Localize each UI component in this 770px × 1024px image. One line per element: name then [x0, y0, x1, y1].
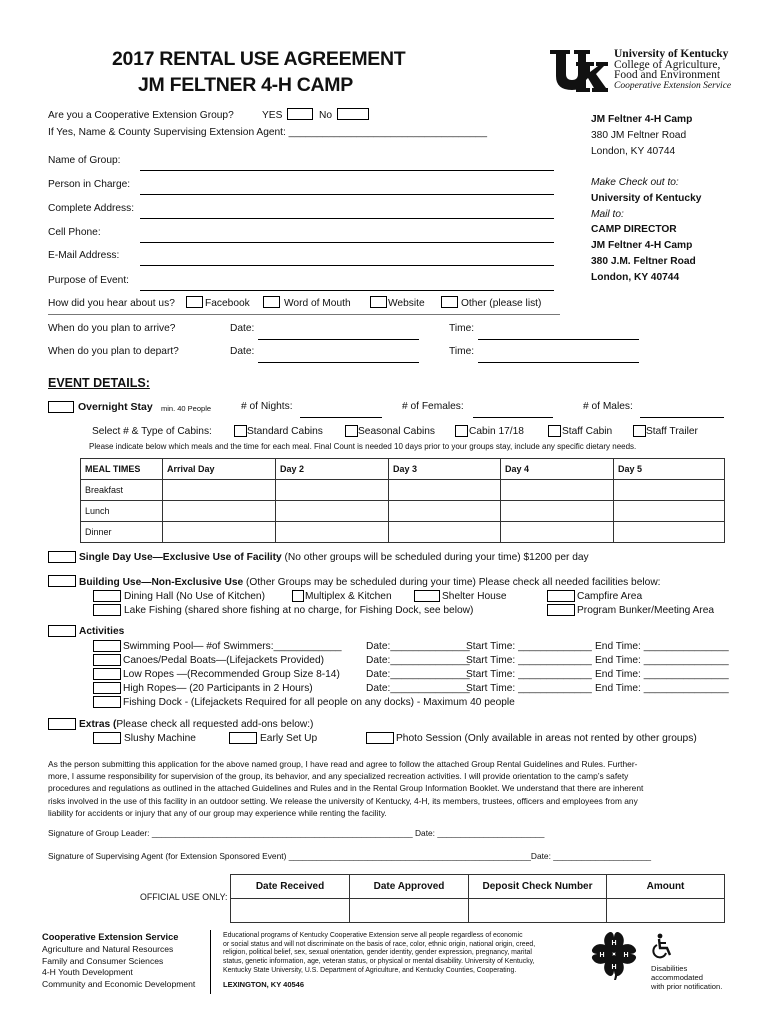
uk-logo-line2: College of Agriculture, [614, 59, 721, 71]
staff-cabin-label: Staff Cabin [562, 426, 613, 437]
meal-cell[interactable] [163, 501, 276, 522]
activity-end[interactable]: End Time: _______________ [595, 683, 729, 694]
activity-start[interactable]: Start Time: _____________ [466, 641, 592, 652]
extras-label [79, 719, 313, 730]
event-heading: EVENT DETAILS: [48, 376, 150, 390]
slushy-checkbox[interactable] [93, 732, 121, 744]
fishing-label: Fishing Dock - (Lifejackets Required for all people on any docks) - Maximum 40 people [123, 697, 515, 708]
staff-cabin-checkbox[interactable] [548, 425, 561, 437]
website-label: Website [388, 298, 425, 309]
svg-text:H: H [599, 952, 605, 959]
svg-text:H: H [623, 952, 629, 959]
activity-start[interactable]: Start Time: _____________ [466, 669, 592, 680]
arrive-time-field[interactable] [478, 339, 639, 340]
word-checkbox[interactable] [263, 296, 280, 308]
activity-end[interactable]: End Time: _______________ [595, 655, 729, 666]
mail-line1: CAMP DIRECTOR [591, 224, 677, 235]
office-cell[interactable] [469, 899, 607, 923]
shelter-checkbox[interactable] [414, 590, 440, 602]
camp-name: JM Feltner 4-H Camp [591, 114, 693, 125]
facebook-label: Facebook [205, 298, 250, 309]
page-title: 2017 RENTAL USE AGREEMENT [112, 48, 406, 70]
arrive-date-label: Date: [230, 323, 255, 334]
table-header: Day 3 [389, 459, 501, 480]
group-signature[interactable]: Signature of Group Leader: ________________________________________________________ Date: _______________________ [48, 828, 545, 838]
seasonal-checkbox[interactable] [345, 425, 358, 437]
females-field[interactable] [473, 417, 553, 418]
footer-disabilities [651, 964, 722, 991]
males-field[interactable] [640, 417, 724, 418]
no-label: No [319, 110, 333, 121]
footer-unit: Agriculture and Natural Resources [42, 944, 174, 954]
person-field[interactable] [140, 194, 554, 195]
check-label: Make Check out to: [591, 177, 679, 188]
meal-cell[interactable] [501, 480, 614, 501]
table-row [231, 899, 725, 923]
meal-cell[interactable] [163, 522, 276, 543]
extras-bold: Extras ( [79, 719, 117, 730]
meal-note: Please indicate below which meals and the time for each meal. Final Count is needed 10 days prior to your groups stay, include any specific dietary needs. [89, 442, 637, 451]
other-label: Other (please list) [461, 298, 542, 309]
divider [48, 314, 560, 315]
meal-cell[interactable] [614, 522, 725, 543]
activities-heading: Activities [79, 626, 125, 637]
mail-line2: JM Feltner 4-H Camp [591, 240, 693, 251]
agent-signature[interactable]: Signature of Supervising Agent (for Extension Sponsored Event) ____________________________________________________Date: _____________________ [48, 851, 652, 861]
table-row [81, 480, 725, 501]
address-field[interactable] [140, 218, 554, 219]
setup-checkbox[interactable] [229, 732, 257, 744]
table-header: Amount [607, 875, 725, 899]
disab-line: accommodated [651, 973, 703, 982]
email-label: E-Mail Address: [48, 250, 120, 261]
bunker-checkbox[interactable] [547, 604, 575, 616]
table-row [81, 501, 725, 522]
footer-units [42, 944, 195, 990]
yes-label: YES [262, 110, 283, 121]
activity-date[interactable]: Date:______________ [366, 683, 470, 694]
office-table [230, 874, 725, 923]
campfire-checkbox[interactable] [547, 590, 575, 602]
meal-cell[interactable] [276, 522, 389, 543]
activities-checkbox[interactable] [48, 625, 76, 637]
footer-unit: Family and Consumer Sciences [42, 955, 164, 966]
word-label: Word of Mouth [284, 298, 351, 309]
meal-cell[interactable] [389, 480, 501, 501]
meal-label: Breakfast [81, 480, 163, 501]
agent-line: If Yes, Name & County Supervising Extension Agent: ___________________________________ [48, 127, 487, 138]
depart-time-label: Time: [449, 346, 475, 357]
legal-line: or social status and will not discriminate on the basis of race, color, ethnic origin, national origin, creed, [223, 940, 536, 948]
address-label: Complete Address: [48, 203, 135, 214]
agreement-text [48, 758, 643, 819]
slushy-label: Slushy Machine [124, 733, 196, 744]
fishing-checkbox[interactable] [93, 696, 121, 708]
agreement-line: risks involved in the use of this facility in an outdoor setting. We release the university of Kentucky, 4-H, its members, trustees, officers and employees from any [48, 795, 638, 806]
table-header: Deposit Check Number [469, 875, 607, 899]
campfire-label: Campfire Area [577, 591, 643, 602]
camp-address: 380 JM Feltner Road [591, 130, 687, 141]
svg-text:H: H [611, 964, 617, 971]
meal-cell[interactable] [163, 480, 276, 501]
name-group-field[interactable] [140, 170, 554, 171]
agreement-line: procedures and regulations as outlined in the attached Guidelines and Rules and in the Rental Group Information Booklet. We understand that there are inherent [48, 783, 644, 794]
setup-label: Early Set Up [260, 733, 318, 744]
official-label: OFFICIAL USE ONLY: [140, 892, 228, 902]
single-day-bold: Single Day Use—Exclusive Use of Facility [79, 552, 282, 563]
meal-cell[interactable] [614, 501, 725, 522]
table-header: Date Approved [350, 875, 469, 899]
staff-trailer-label: Staff Trailer [646, 426, 698, 437]
activity-start[interactable]: Start Time: _____________ [466, 655, 592, 666]
agreement-line: more, I assume responsibility for supervision of the group, its behavior, and any specialized recreation activities. I will provide orientation to the camp’s safety [48, 771, 629, 782]
dining-checkbox[interactable] [93, 590, 121, 602]
swimming-checkbox[interactable] [93, 640, 121, 652]
table-header: Day 4 [501, 459, 614, 480]
table-header: Day 5 [614, 459, 725, 480]
svg-text:H: H [611, 940, 617, 947]
building-checkbox[interactable] [48, 575, 76, 587]
meal-label: Dinner [81, 522, 163, 543]
females-label: # of Females: [402, 401, 464, 412]
activity-date[interactable]: Date:______________ [366, 655, 470, 666]
depart-time-field[interactable] [478, 362, 639, 363]
depart-date-label: Date: [230, 346, 255, 357]
facebook-checkbox[interactable] [186, 296, 203, 308]
seasonal-label: Seasonal Cabins [358, 426, 436, 437]
other-checkbox[interactable] [441, 296, 458, 308]
person-label: Person in Charge: [48, 179, 131, 190]
cabin1718-checkbox[interactable] [455, 425, 468, 437]
check-to: University of Kentucky [591, 193, 702, 204]
photo-label: Photo Session (Only available in areas not rented by other groups) [396, 733, 697, 744]
meal-cell[interactable] [276, 480, 389, 501]
table-header: MEAL TIMES [81, 459, 163, 480]
table-row [81, 459, 725, 480]
standard-checkbox[interactable] [234, 425, 247, 437]
multiplex-checkbox[interactable] [292, 590, 304, 602]
footer-unit: 4-H Youth Development [42, 967, 133, 978]
arrive-time-label: Time: [449, 323, 475, 334]
table-header: Arrival Day [163, 459, 276, 480]
cell-field[interactable] [140, 242, 554, 243]
legal-line: Kentucky State University, U.S. Department of Agriculture, and Kentucky Counties, Cooperating. [223, 966, 517, 974]
extras-rest: Please check all requested add-ons below:) [116, 719, 314, 730]
uk-logo-line3: Food and Environment [614, 69, 721, 81]
footer-legal [223, 932, 535, 976]
depart-label: When do you plan to depart? [48, 346, 179, 357]
meal-cell[interactable] [276, 501, 389, 522]
building-rest: (Other Groups may be scheduled during your time) Please check all needed facilities below: [243, 577, 661, 588]
uk-logo-line4: Cooperative Extension Service [614, 81, 732, 91]
yes-checkbox[interactable] [287, 108, 313, 120]
four-h-clover-icon [586, 926, 642, 982]
wheelchair-icon [651, 933, 673, 959]
activity-label: Low Ropes —(Recommended Group Size 8-14) [123, 669, 340, 680]
disab-line: with prior notification. [651, 982, 723, 991]
nights-label: # of Nights: [241, 401, 293, 412]
agreement-line: As the person submitting this application for the above named group, I have read and agree to follow the attached Group Rental Guidelines and Rules. Further- [48, 759, 638, 769]
activity-end[interactable]: End Time: _______________ [595, 641, 729, 652]
building-bold: Building Use—Non-Exclusive Use [79, 577, 244, 588]
meal-cell[interactable] [389, 522, 501, 543]
males-label: # of Males: [583, 401, 633, 412]
activity-label: High Ropes— (20 Participants in 2 Hours) [123, 683, 313, 694]
disab-line: Disabilities [651, 964, 688, 973]
table-header: Date Received [231, 875, 350, 899]
table-row [81, 522, 725, 543]
single-day-checkbox[interactable] [48, 551, 76, 563]
table-row [231, 875, 725, 899]
cabin1718-label: Cabin 17/18 [469, 426, 524, 437]
staff-trailer-checkbox[interactable] [633, 425, 646, 437]
arrive-label: When do you plan to arrive? [48, 323, 176, 334]
activity-end[interactable]: End Time: _______________ [595, 669, 729, 680]
overnight-checkbox[interactable] [48, 401, 74, 413]
lake-checkbox[interactable] [93, 604, 121, 616]
footer-ces: Cooperative Extension Service [42, 932, 179, 942]
activity-label: Canoes/Pedal Boats—(Lifejackets Provided) [123, 655, 325, 666]
office-cell[interactable] [607, 899, 725, 923]
single-day-label [79, 552, 589, 563]
activity-date[interactable]: Date:______________ [366, 669, 470, 680]
high-ropes-checkbox[interactable] [93, 682, 121, 694]
activity-label: Swimming Pool— #of Swimmers:____________ [123, 641, 342, 652]
low-ropes-checkbox[interactable] [93, 668, 121, 680]
office-cell[interactable] [350, 899, 469, 923]
canoes-checkbox[interactable] [93, 654, 121, 666]
purpose-field[interactable] [140, 290, 554, 291]
meal-label: Lunch [81, 501, 163, 522]
page-subtitle: JM FELTNER 4-H CAMP [138, 74, 353, 96]
meal-cell[interactable] [389, 501, 501, 522]
purpose-label: Purpose of Event: [48, 275, 129, 286]
legal-line: status, genetic information, age, veteran status, or physical or mental disability. University of Kentucky, [223, 958, 535, 966]
legal-line: Educational programs of Kentucky Cooperative Extension serve all people regardless of economic [223, 932, 523, 939]
overnight-label: Overnight Stay [78, 401, 153, 413]
legal-line: religion, political belief, sex, sexual orientation, gender identity, gender expression, pregnancy, marital [223, 949, 532, 957]
mail-line4: London, KY 40744 [591, 272, 680, 283]
activity-date[interactable]: Date:______________ [366, 641, 470, 652]
camp-city: London, KY 40744 [591, 146, 676, 157]
cabins-label: Select # & Type of Cabins: [92, 426, 212, 437]
email-field[interactable] [140, 265, 554, 266]
depart-date-field[interactable] [258, 362, 419, 363]
name-group-label: Name of Group: [48, 155, 121, 166]
hear-label: How did you hear about us? [48, 298, 175, 309]
meal-cell[interactable] [501, 522, 614, 543]
activity-start[interactable]: Start Time: _____________ [466, 683, 592, 694]
table-header: Day 2 [276, 459, 389, 480]
building-label [79, 577, 661, 588]
multiplex-label: Multiplex & Kitchen [305, 591, 392, 602]
dining-label: Dining Hall (No Use of Kitchen) [124, 591, 265, 602]
shelter-label: Shelter House [442, 591, 507, 602]
website-checkbox[interactable] [370, 296, 387, 308]
no-checkbox[interactable] [337, 108, 369, 120]
mail-line3: 380 J.M. Feltner Road [591, 256, 696, 267]
bunker-label: Program Bunker/Meeting Area [577, 605, 715, 616]
overnight-min: min. 40 People [161, 404, 212, 413]
meal-cell[interactable] [614, 480, 725, 501]
photo-checkbox[interactable] [366, 732, 394, 744]
lake-label: Lake Fishing (shared shore fishing at no charge, for Fishing Dock, see below) [124, 605, 474, 616]
uk-logo-icon [548, 48, 608, 94]
cell-label: Cell Phone: [48, 227, 101, 238]
agreement-line: liability for accidents or injury that any of our group may experience while renting the facility. [48, 807, 387, 818]
footer-city: LEXINGTON, KY 40546 [223, 980, 305, 989]
uk-logo-line1: University of Kentucky [614, 48, 729, 60]
nights-field[interactable] [300, 417, 382, 418]
meal-cell[interactable] [501, 501, 614, 522]
standard-label: Standard Cabins [247, 426, 323, 437]
office-cell[interactable] [231, 899, 350, 923]
meal-table [80, 458, 725, 543]
footer-unit: Community and Economic Development [42, 978, 196, 989]
coop-question: Are you a Cooperative Extension Group? [48, 110, 234, 121]
arrive-date-field[interactable] [258, 339, 419, 340]
single-day-rest: (No other groups will be scheduled during your time) $1200 per day [281, 552, 589, 563]
mail-label: Mail to: [591, 209, 624, 220]
extras-checkbox[interactable] [48, 718, 76, 730]
footer-divider [210, 930, 211, 994]
